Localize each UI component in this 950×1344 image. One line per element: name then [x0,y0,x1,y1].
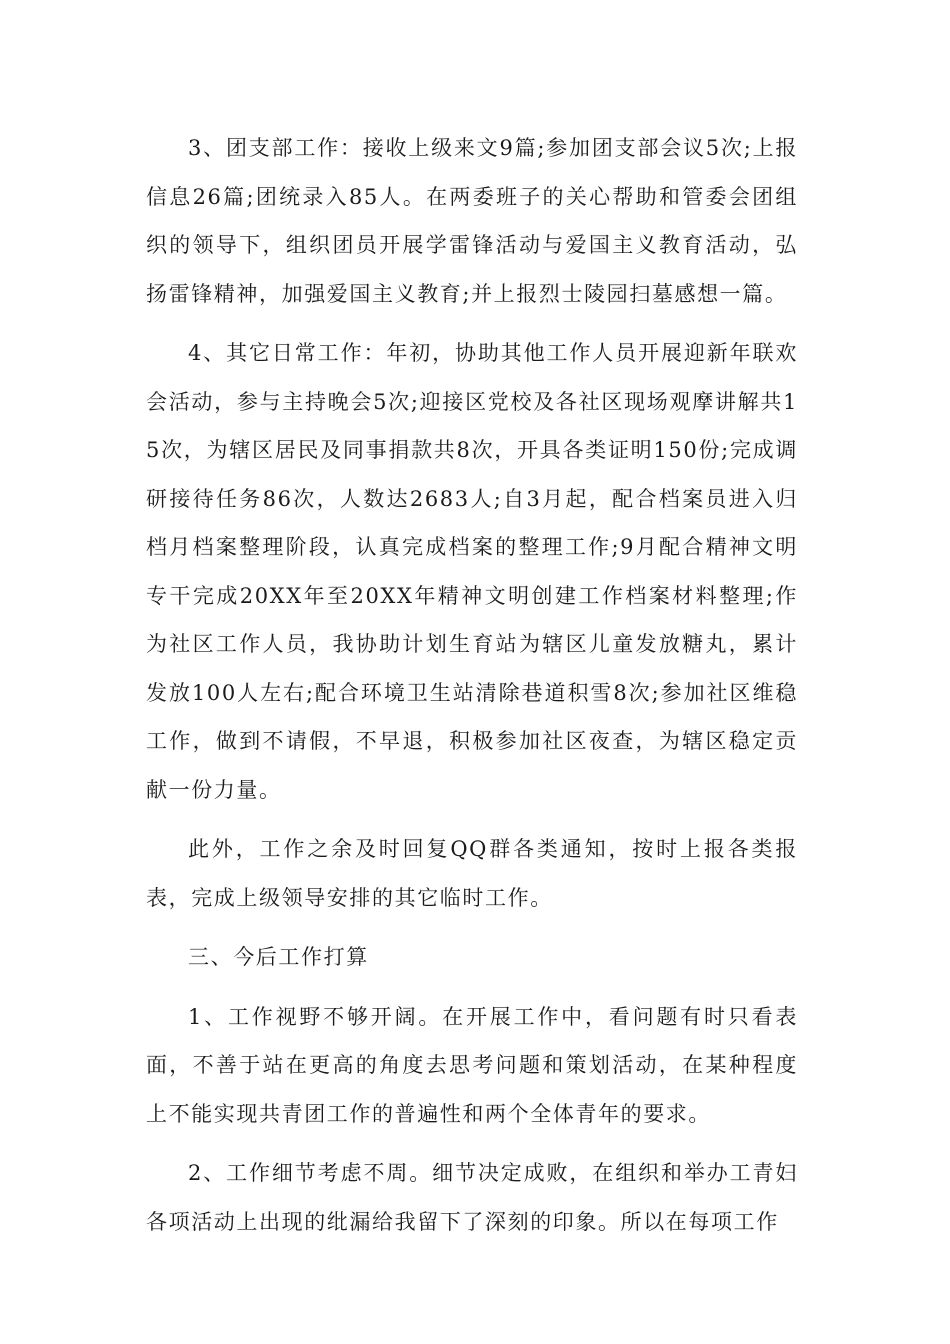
paragraph-work-details: 2、工作细节考虑不周。细节决定成败，在组织和举办工青妇各项活动上出现的纰漏给我留下了深刻的印象。所以在每项工作 [146,1161,798,1234]
paragraph-work-vision: 1、工作视野不够开阔。在开展工作中，看问题有时只看表面，不善于站在更高的角度去思考问题和策划活动，在某种程度上不能实现共青团工作的普遍性和两个全体青年的要求。 [146,1004,798,1126]
paragraph-daily-work: 4、其它日常工作：年初，协助其他工作人员开展迎新年联欢会活动，参与主持晚会5次;迎接区党校及各社区现场观摩讲解共15次，为辖区居民及同事捐款共8次，开具各类证明150份;完成调研接待任务86次，人数达2683人;自3月起，配合档案员进入归档月档案整理阶段，认真完成档案的整理工作;9月配合精神文明专干完成20XX年至20XX年精神文明创建工作档案材料整理;作为社区工作人员，我协助计划生育站为辖区儿童发放糖丸，累计发放100人左右;配合环境卫生站清除巷道积雪8次;参加社区维稳工作，做到不请假，不早退，积极参加社区夜查，为辖区稳定贡献一份力量。 [146,341,798,802]
document-body [146,124,798,1257]
paragraph-league-branch-work: 3、团支部工作：接收上级来文9篇;参加团支部会议5次;上报信息26篇;团统录入85人。在两委班子的关心帮助和管委会团组织的领导下，组织团员开展学雷锋活动与爱国主义教育活动，弘扬雷锋精神，加强爱国主义教育;并上报烈士陵园扫墓感想一篇。 [146,136,798,306]
section-heading-future-plans: 三、今后工作打算 [188,945,369,969]
paragraph-other-tasks: 此外，工作之余及时回复QQ群各类通知，按时上报各类报表，完成上级领导安排的其它临时工作。 [146,837,798,910]
